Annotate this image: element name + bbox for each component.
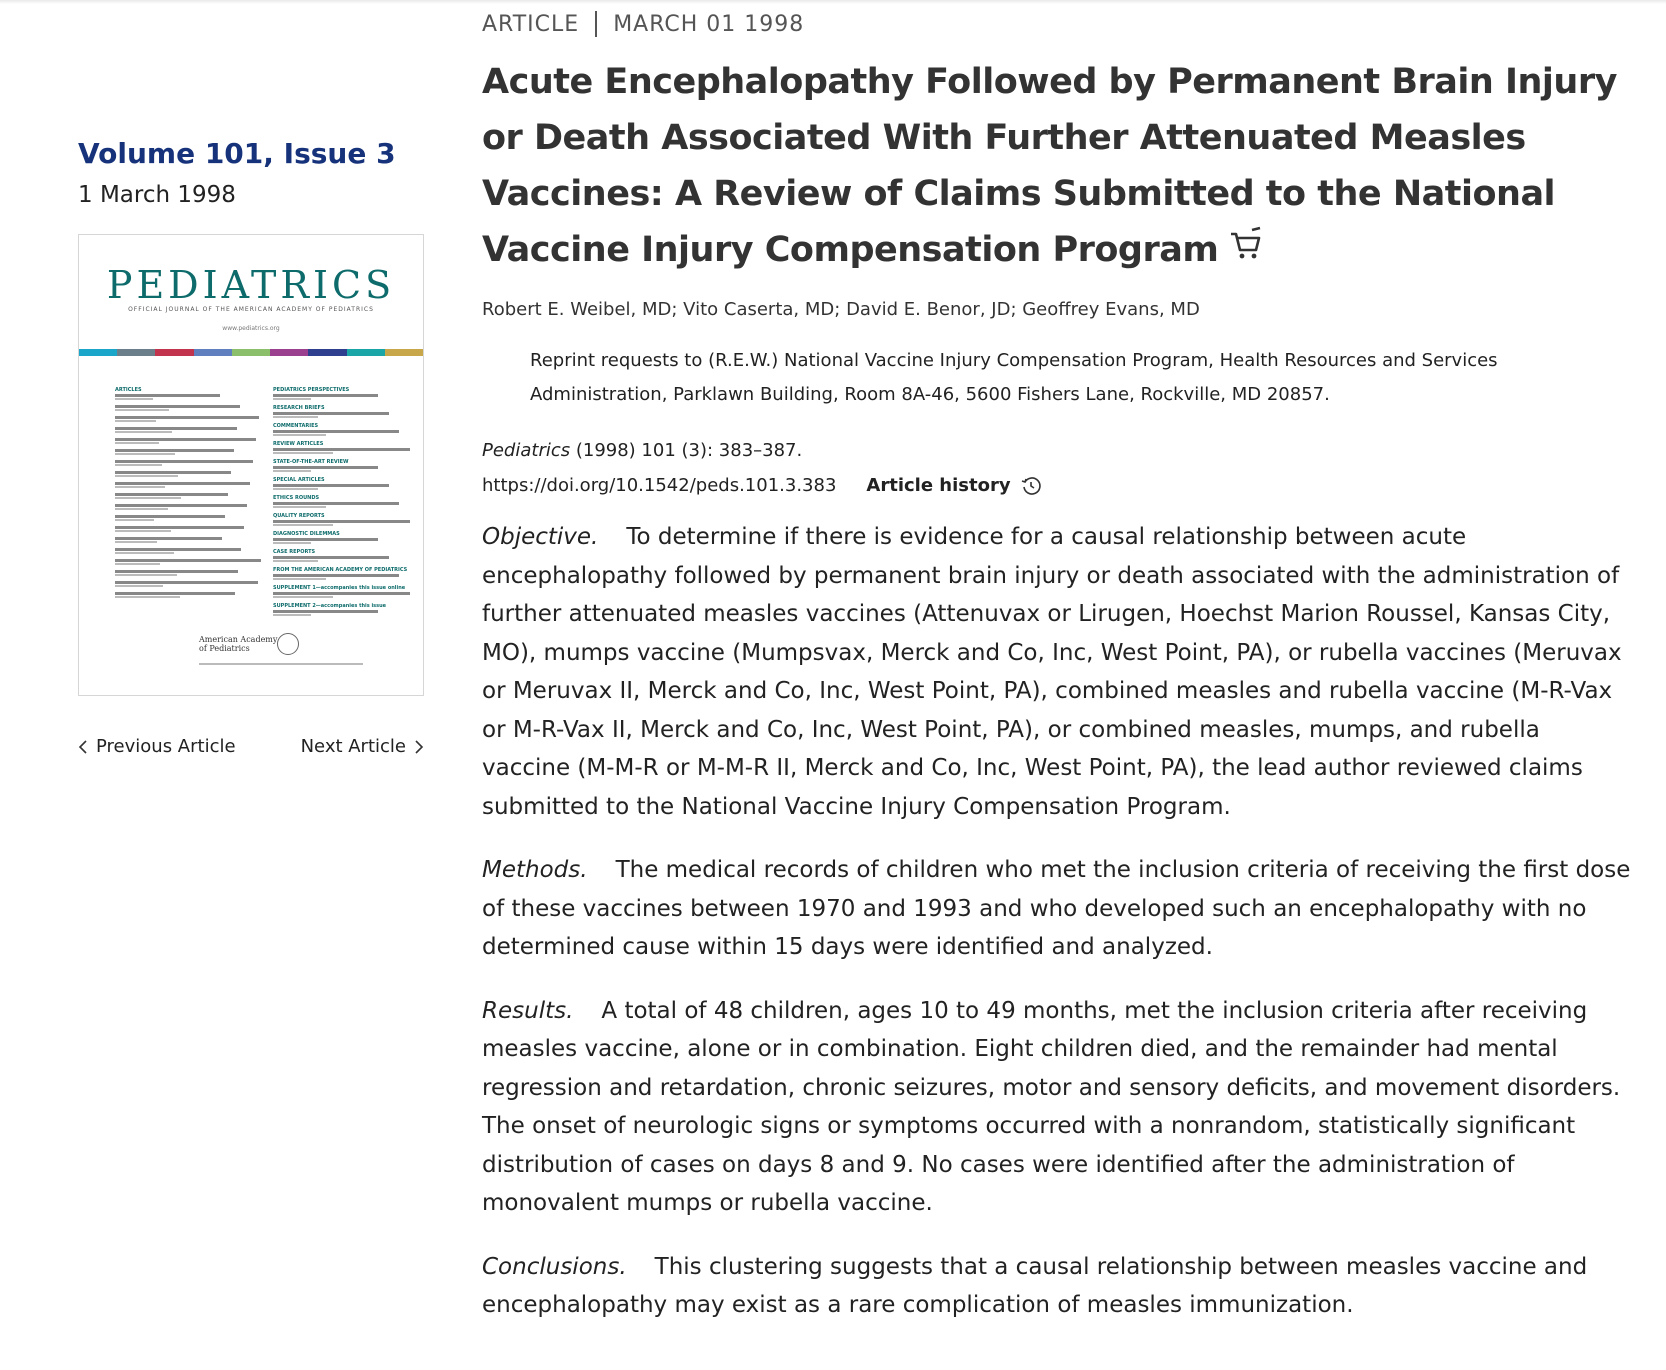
article-history-button[interactable]: [866, 475, 1040, 496]
cover-toc-heading: COMMENTARIES: [273, 423, 319, 429]
volume-issue-link[interactable]: Volume 101, Issue 3: [78, 137, 396, 170]
cover-toc-line: [273, 574, 399, 577]
history-clock-icon: [1021, 476, 1041, 496]
abstract-methods: [482, 851, 1632, 967]
cover-toc-author: [115, 585, 163, 587]
cover-brand: PEDIATRICS: [106, 263, 396, 307]
cover-toc-line: [273, 430, 399, 433]
citation: [482, 440, 1632, 461]
cover-toc-heading: QUALITY REPORTS: [273, 513, 325, 519]
cover-toc-line: [115, 504, 247, 507]
cover-toc-author: [273, 560, 318, 562]
cover-toc-author: [273, 470, 311, 472]
cover-toc-line: [115, 537, 222, 540]
article-navigation: [78, 736, 424, 757]
author-link[interactable]: Geoffrey Evans, MD: [1022, 299, 1200, 320]
cover-color-bar: [79, 349, 423, 356]
cover-toc-heading: FROM THE AMERICAN ACADEMY OF PEDIATRICS: [273, 567, 408, 573]
cover-toc-author: [115, 486, 165, 488]
article-main: [482, 6, 1632, 1350]
cover-toc-author: [115, 409, 169, 411]
cover-toc-heading: SUPPLEMENT 2—accompanies this issue: [273, 603, 387, 609]
meta-divider: [595, 11, 597, 37]
methods-text: The medical records of children who met the inclusion criteria of receiving the first dose of these vaccines between 1970 and 1993 and who developed such an encephalopathy with no determined cause within 15 days were identified and analyzed.: [482, 857, 1631, 960]
cover-toc-author: [273, 452, 333, 454]
cover-color-segment: [270, 349, 308, 356]
author-link[interactable]: Vito Caserta, MD: [683, 299, 835, 320]
chevron-right-icon: [414, 739, 424, 755]
cover-toc-line: [115, 526, 244, 529]
cover-toc-line: [273, 412, 389, 415]
cover-toc-line: [115, 471, 231, 474]
cover-toc-line: [115, 427, 237, 430]
previous-article-link[interactable]: [78, 736, 236, 757]
cover-toc-line: [115, 581, 258, 584]
cover-toc-line: [115, 405, 240, 408]
cover-toc-author: [115, 398, 153, 400]
cover-toc-author: [115, 453, 175, 455]
academy-seal-icon: [277, 633, 299, 655]
cover-toc-line: [115, 394, 220, 397]
chevron-left-icon: [78, 739, 88, 755]
cover-color-segment: [347, 349, 385, 356]
reprint-requests: Reprint requests to (R.E.W.) National Vaccine Injury Compensation Program, Health Resources and Services Administration, Parklawn Building, Room 8A-46, 5600 Fishers Lane, Rockville, MD 20857.: [530, 350, 1498, 405]
cover-toc-line: [273, 556, 389, 559]
cover-publisher-line1: American Academy: [199, 635, 278, 644]
article-history-label: Article history: [866, 475, 1011, 496]
cover-toc-author: [273, 524, 333, 526]
cover-publisher-line2: of Pediatrics: [199, 644, 250, 653]
cover-toc-heading: PEDIATRICS PERSPECTIVES: [273, 387, 350, 393]
doi-link[interactable]: https://doi.org/10.1542/peds.101.3.383: [482, 475, 837, 496]
cover-toc-author: [115, 530, 171, 532]
cover-url: www.pediatrics.org: [222, 325, 280, 332]
cover-toc-line: [115, 570, 238, 573]
cover-toc-heading: SPECIAL ARTICLES: [273, 477, 325, 483]
author-list: [482, 299, 1632, 320]
cover-color-segment: [79, 349, 117, 356]
cover-toc-line: [115, 515, 225, 518]
cover-toc-author: [115, 431, 172, 433]
issue-date: 1 March 1998: [78, 182, 236, 208]
cover-toc-line: [273, 394, 378, 397]
author-link[interactable]: David E. Benor, JD: [846, 299, 1011, 320]
cover-color-segment: [308, 349, 346, 356]
cover-toc-author: [273, 614, 311, 616]
article-type: ARTICLE: [482, 11, 580, 37]
results-label: Results.: [482, 997, 574, 1024]
cover-toc-line: [115, 460, 253, 463]
cover-toc-line: [273, 466, 378, 469]
cover-toc-author: [115, 552, 174, 554]
cover-toc-author: [273, 398, 311, 400]
objective-label: Objective.: [482, 524, 599, 550]
doi-row: [482, 475, 1632, 496]
cover-toc-line: [273, 520, 410, 523]
cover-toc-line: [115, 449, 234, 452]
cover-toc-heading: REVIEW ARTICLES: [273, 441, 324, 447]
cover-toc-author: [115, 519, 154, 521]
cover-toc-heading: ARTICLES: [115, 387, 142, 393]
cover-toc-heading: STATE-OF-THE-ART REVIEW: [273, 459, 349, 465]
author-link[interactable]: Robert E. Weibel, MD: [482, 299, 672, 320]
article-meta: [482, 6, 1632, 42]
cover-toc-heading: RESEARCH BRIEFS: [273, 405, 325, 411]
cover-color-segment: [117, 349, 155, 356]
cover-toc-author: [115, 464, 162, 466]
cover-toc-heading: ETHICS ROUNDS: [273, 495, 320, 501]
issue-cover-image[interactable]: [78, 234, 424, 696]
cover-toc-author: [115, 475, 178, 477]
abstract-results: [482, 992, 1632, 1223]
next-article-label: Next Article: [300, 736, 406, 757]
cover-subtitle: OFFICIAL JOURNAL OF THE AMERICAN ACADEMY OF PEDIATRICS: [128, 306, 374, 313]
cover-color-segment: [194, 349, 232, 356]
objective-text: To determine if there is evidence for a causal relationship between acute encephalopathy followed by permanent brain injury or death associated with the administration of further attenuated measles vaccines (Attenuvax or Lirugen, Hoechst Marion Roussel, Kansas City, MO), mumps vaccine (Mumpsvax, Merck and Co, Inc, West Point, PA), or rubella vaccines (Meruvax or Meruvax II, Merck and Co, Inc, West Point, PA), combined measles and rubella vaccine (M-R-Vax or M-R-Vax II, Merck and Co, Inc, West Point, PA), or combined measles, mumps, and rubella vaccine (M-M-R or M-M-R II, Merck and Co, Inc, West Point, PA), the lead author reviewed claims submitted to the National Vaccine Injury Compensation Program.: [482, 524, 1622, 820]
cover-toc-author: [273, 596, 333, 598]
cover-toc-author: [115, 541, 157, 543]
cover-toc-line: [115, 548, 241, 551]
cover-toc-heading: CASE REPORTS: [273, 549, 316, 555]
cover-toc-line: [273, 592, 410, 595]
cover-toc-line: [115, 438, 256, 441]
cover-toc-author: [115, 596, 180, 598]
cover-toc-author: [273, 506, 326, 508]
cover-toc-line: [273, 502, 399, 505]
cover-toc-author: [115, 442, 159, 444]
cover-toc-author: [115, 563, 160, 565]
article-date: MARCH 01 1998: [613, 11, 805, 37]
conclusions-label: Conclusions.: [482, 1253, 627, 1280]
cover-toc-right: [273, 385, 423, 621]
cover-toc-author: [115, 574, 177, 576]
cover-color-segment: [232, 349, 270, 356]
next-article-link[interactable]: [301, 736, 424, 757]
cover-color-segment: [385, 349, 423, 356]
cover-color-segment: [155, 349, 193, 356]
cover-toc-line: [115, 559, 261, 562]
cover-toc-line: [273, 538, 378, 541]
cover-toc-heading: SUPPLEMENT 1—accompanies this issue online: [273, 585, 406, 591]
top-shadow: [0, 0, 1666, 4]
cover-toc-author: [115, 497, 181, 499]
cover-toc-author: [273, 488, 318, 490]
author-separator: ;: [1010, 299, 1023, 320]
cover-toc-author: [273, 542, 311, 544]
journal-name: Pediatrics: [482, 440, 571, 461]
cover-toc-line: [115, 493, 228, 496]
cover-toc-line: [115, 416, 259, 419]
abstract-objective: [482, 518, 1632, 826]
article-title: [482, 54, 1632, 279]
cover-toc-left: [115, 385, 265, 603]
cover-toc-line: [273, 610, 378, 613]
issue-sidebar: [78, 136, 424, 757]
results-text: A total of 48 children, ages 10 to 49 months, met the inclusion criteria after receiving measles vaccine, alone or in combination. Eight children died, and the remainder had mental regression and retardation, chronic seizures, motor and sensory deficits, and movement disorders. The onset of neurologic signs or symptoms occurred with a nonrandom, statistically significant distribution of cases on days 8 and 9. No cases were identified after the administration of monovalent mumps or rubella vaccine.: [482, 997, 1621, 1216]
cover-toc-author: [273, 578, 326, 580]
cover-toc-author: [115, 420, 156, 422]
cover-toc-author: [273, 434, 326, 436]
citation-details: (1998) 101 (3): 383–387.: [570, 440, 803, 461]
methods-label: Methods.: [482, 857, 588, 883]
abstract: [482, 518, 1632, 1325]
article-title-text: Acute Encephalopathy Followed by Permanent Brain Injury or Death Associated With Further Attenuated Measles Vaccines: A Review of Claims Submitted to the National Vaccine Injury Compensation Program: [482, 62, 1617, 270]
cover-toc-line: [273, 484, 389, 487]
conclusions-text: This clustering suggests that a causal relationship between measles vaccine and encephalopathy may exist as a rare complication of measles immunization.: [482, 1253, 1588, 1318]
cover-toc-line: [115, 592, 235, 595]
cover-toc-author: [115, 508, 168, 510]
previous-article-label: Previous Article: [96, 736, 236, 757]
author-separator: ;: [671, 299, 684, 320]
cover-footer-rule: [199, 663, 363, 665]
cover-toc-heading: DIAGNOSTIC DILEMMAS: [273, 531, 340, 537]
cover-toc-line: [115, 482, 250, 485]
abstract-conclusions: [482, 1248, 1632, 1325]
cover-publisher: [199, 635, 277, 653]
cover-toc-line: [273, 448, 410, 451]
cart-icon[interactable]: [1228, 223, 1264, 279]
author-separator: ;: [834, 299, 847, 320]
cover-toc-author: [273, 416, 318, 418]
